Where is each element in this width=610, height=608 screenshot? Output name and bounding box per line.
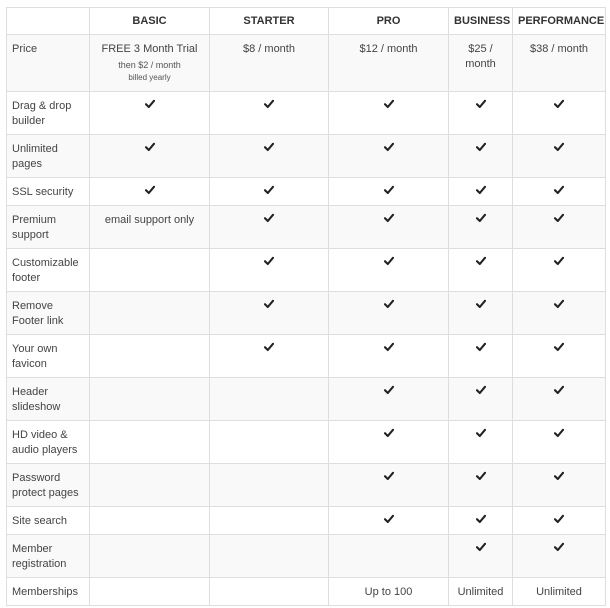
feature-cell-basic — [90, 135, 210, 178]
check-icon — [476, 299, 486, 309]
check-icon — [554, 99, 564, 109]
feature-cell-starter — [210, 135, 329, 178]
feature-cell-performance — [513, 421, 606, 464]
feature-cell-pro — [329, 378, 449, 421]
feature-cell-business — [449, 92, 513, 135]
check-icon — [145, 185, 155, 195]
check-icon — [554, 299, 564, 309]
price-basic — [90, 35, 210, 92]
price-basic-then: then $2 / month — [95, 59, 204, 72]
check-icon — [476, 542, 486, 552]
check-icon — [476, 213, 486, 223]
check-icon — [476, 256, 486, 266]
feature-label: Header slideshow — [7, 378, 90, 421]
feature-label: Premium support — [7, 206, 90, 249]
check-icon — [264, 99, 274, 109]
feature-cell-pro — [329, 507, 449, 535]
feature-label: Customizable footer — [7, 249, 90, 292]
feature-cell-business — [449, 507, 513, 535]
price-label: Price — [7, 35, 90, 92]
feature-cell-performance — [513, 464, 606, 507]
check-icon — [264, 299, 274, 309]
feature-cell-pro — [329, 535, 449, 578]
feature-row — [7, 92, 606, 135]
feature-cell-business — [449, 535, 513, 578]
feature-cell-starter — [210, 464, 329, 507]
price-pro: $12 / month — [329, 35, 449, 92]
check-icon — [554, 471, 564, 481]
check-icon — [554, 428, 564, 438]
feature-cell-starter — [210, 507, 329, 535]
plan-header-business: BUSINESS — [449, 8, 513, 35]
feature-cell-performance — [513, 507, 606, 535]
check-icon — [554, 514, 564, 524]
feature-row — [7, 135, 606, 178]
price-basic-main: FREE 3 Month Trial — [102, 43, 198, 55]
price-business-line1: $25 / — [468, 43, 492, 55]
check-icon — [476, 99, 486, 109]
feature-label: Unlimited pages — [7, 135, 90, 178]
feature-cell-pro — [329, 135, 449, 178]
feature-cell-basic — [90, 578, 210, 606]
feature-row — [7, 292, 606, 335]
check-icon — [264, 142, 274, 152]
feature-row — [7, 206, 606, 249]
check-icon — [476, 428, 486, 438]
feature-row — [7, 464, 606, 507]
check-icon — [554, 256, 564, 266]
check-icon — [384, 185, 394, 195]
pricing-table — [6, 7, 606, 608]
check-icon — [264, 213, 274, 223]
feature-cell-performance — [513, 206, 606, 249]
check-icon — [384, 99, 394, 109]
feature-cell-pro — [329, 249, 449, 292]
feature-cell-pro — [329, 421, 449, 464]
check-icon — [476, 142, 486, 152]
feature-row — [7, 335, 606, 378]
check-icon — [384, 342, 394, 352]
feature-label: Drag & drop builder — [7, 92, 90, 135]
price-basic-billed: billed yearly — [95, 72, 204, 84]
check-icon — [384, 213, 394, 223]
feature-cell-business — [449, 249, 513, 292]
feature-cell-performance — [513, 292, 606, 335]
feature-cell-starter — [210, 578, 329, 606]
feature-label: Member registration — [7, 535, 90, 578]
feature-cell-pro — [329, 335, 449, 378]
feature-cell-starter — [210, 92, 329, 135]
feature-cell-pro — [329, 464, 449, 507]
check-icon — [264, 342, 274, 352]
feature-cell-basic — [90, 464, 210, 507]
check-icon — [476, 385, 486, 395]
check-icon — [554, 142, 564, 152]
feature-cell-starter — [210, 335, 329, 378]
check-icon — [384, 299, 394, 309]
feature-label: Remove Footer link — [7, 292, 90, 335]
price-business-line2: month — [465, 58, 496, 70]
feature-cell-basic — [90, 421, 210, 464]
feature-cell-pro — [329, 178, 449, 206]
check-icon — [145, 99, 155, 109]
check-icon — [264, 185, 274, 195]
feature-label: Site search — [7, 507, 90, 535]
feature-cell-performance — [513, 535, 606, 578]
feature-row — [7, 507, 606, 535]
price-row — [7, 35, 606, 92]
check-icon — [476, 185, 486, 195]
check-icon — [384, 256, 394, 266]
price-performance: $38 / month — [513, 35, 606, 92]
feature-label: Memberships — [7, 578, 90, 606]
feature-cell-performance: Unlimited — [513, 578, 606, 606]
feature-cell-pro — [329, 92, 449, 135]
plan-header-basic: BASIC — [90, 8, 210, 35]
feature-cell-performance — [513, 335, 606, 378]
price-starter: $8 / month — [210, 35, 329, 92]
feature-cell-starter — [210, 292, 329, 335]
feature-cell-starter — [210, 378, 329, 421]
feature-cell-starter — [210, 421, 329, 464]
feature-cell-pro — [329, 292, 449, 335]
feature-cell-business — [449, 292, 513, 335]
feature-cell-performance — [513, 178, 606, 206]
feature-row — [7, 178, 606, 206]
plan-header-pro: PRO — [329, 8, 449, 35]
feature-row — [7, 249, 606, 292]
check-icon — [384, 142, 394, 152]
check-icon — [554, 542, 564, 552]
check-icon — [476, 514, 486, 524]
feature-cell-business: Unlimited — [449, 578, 513, 606]
feature-cell-basic — [90, 378, 210, 421]
feature-cell-basic: email support only — [90, 206, 210, 249]
feature-label: Your own favicon — [7, 335, 90, 378]
check-icon — [384, 471, 394, 481]
price-business — [449, 35, 513, 92]
feature-row — [7, 535, 606, 578]
check-icon — [384, 428, 394, 438]
feature-cell-basic — [90, 335, 210, 378]
feature-row — [7, 578, 606, 606]
feature-cell-performance — [513, 378, 606, 421]
check-icon — [476, 342, 486, 352]
feature-cell-business — [449, 464, 513, 507]
feature-cell-basic — [90, 292, 210, 335]
corner-cell — [7, 8, 90, 35]
feature-cell-pro — [329, 206, 449, 249]
feature-cell-starter — [210, 535, 329, 578]
check-icon — [554, 385, 564, 395]
plan-header-performance: PERFORMANCE — [513, 8, 606, 35]
check-icon — [384, 514, 394, 524]
feature-cell-business — [449, 335, 513, 378]
feature-cell-business — [449, 135, 513, 178]
feature-cell-business — [449, 206, 513, 249]
feature-cell-performance — [513, 249, 606, 292]
feature-cell-business — [449, 378, 513, 421]
feature-cell-basic — [90, 178, 210, 206]
check-icon — [554, 213, 564, 223]
feature-cell-basic — [90, 249, 210, 292]
check-icon — [554, 342, 564, 352]
feature-cell-starter — [210, 206, 329, 249]
feature-cell-basic — [90, 535, 210, 578]
check-icon — [145, 142, 155, 152]
plan-header-starter: STARTER — [210, 8, 329, 35]
header-row — [7, 8, 606, 35]
feature-cell-starter — [210, 249, 329, 292]
feature-cell-pro: Up to 100 — [329, 578, 449, 606]
check-icon — [384, 385, 394, 395]
feature-label: Password protect pages — [7, 464, 90, 507]
feature-cell-performance — [513, 135, 606, 178]
feature-cell-basic — [90, 92, 210, 135]
check-icon — [264, 256, 274, 266]
check-icon — [554, 185, 564, 195]
feature-cell-business — [449, 178, 513, 206]
feature-row — [7, 421, 606, 464]
feature-cell-performance — [513, 92, 606, 135]
feature-row — [7, 378, 606, 421]
feature-label: SSL security — [7, 178, 90, 206]
feature-cell-basic — [90, 507, 210, 535]
feature-label: HD video & audio players — [7, 421, 90, 464]
feature-cell-starter — [210, 178, 329, 206]
check-icon — [476, 471, 486, 481]
feature-cell-business — [449, 421, 513, 464]
